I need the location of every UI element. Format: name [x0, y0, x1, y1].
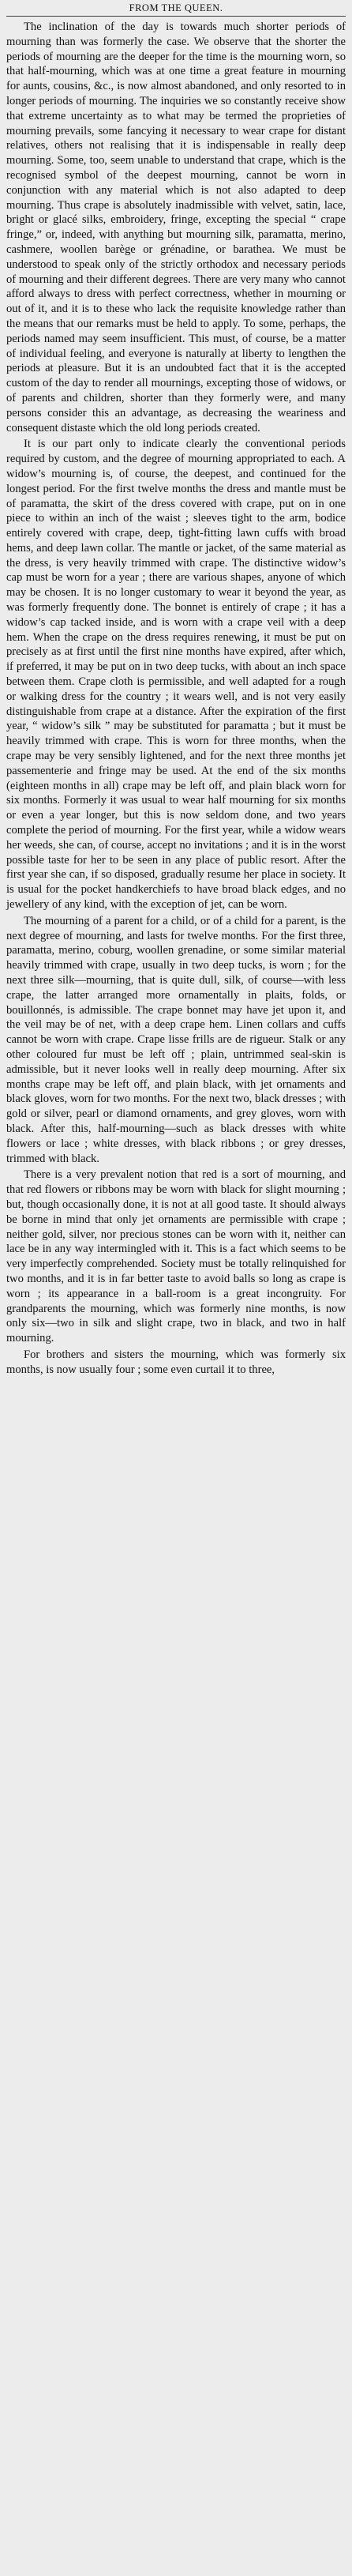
- section-heading: FROM THE QUEEN.: [129, 2, 223, 13]
- heading-rule: [6, 16, 346, 17]
- article-paragraph-2: It is our part only to indicate clearly the conventional periods required by custom, and the degree of mourning appropriated to each. A widow’s mourning is, of course, the deepest, and continued for the longest period. For the first twelve months the dress and mantle must be of paramatta, the skirt of the dress covered with crape, put on in one piece to within an inch of the waist ; sleeves tight to the arm, bodice entirely covered with crape, deep, tight-fitting lawn cuffs with broad hems, and deep lawn collar. The mantle or jacket, of the same material as the dress, is very heavily trimmed with crape. The distinctive widow’s cap must be worn for a year ; there are various shapes, anyone of which may be chosen. It is no longer customary to wear it beyond the year, as was formerly frequently done. The bonnet is entirely of crape ; it has a widow’s cap tacked inside, and is worn with a crape veil with a deep hem. When the crape on the dress requires renewing, it must be put on precisely as at first until the first nine months have expired, after which, if preferred, it may be put on in two deep tucks, with about an inch space between them. Crape cloth is permissible, and well adapted for a rough or walking dress for the country ; it wears well, and is not very easily distinguishable from crape at a distance. After the expiration of the first year, “ widow’s silk ” may be substituted for paramatta ; but it must be heavily trimmed with crape. This is worn for three months, when the crape may be very sensibly lightened, and for the next three months jet passementerie and fringe may be used. At the end of the six months (eighteen months in all) crape may be left off, and plain black worn for six months. Formerly it was usual to wear half mourning for six months or even a year longer, but this is now seldom done, and two years complete the period of mourning. For the first year, while a widow wears her weeds, she can, of course, accept no invitations ; and it is in the worst possible taste for her to be seen in any place of public resort. After the first year she can, if so disposed, gradually resume her place in society. It is usual for the pocket handkerchiefs to have broad black edges, and no jewellery of any kind, with the exception of jet, can be worn.: [6, 438, 346, 912]
- article-paragraph-5: For brothers and sisters the mourning, which was formerly six months, is now usually four ; some even curtail it to three,: [6, 1348, 346, 1376]
- article-paragraph-4: There is a very prevalent notion that red is a sort of mourning, and that red flowers or ribbons may be worn with black for slight mourning ; but, though occasionally done, it is not at all good taste. It should always be borne in mind that only jet ornaments are permissible with crape ; neither gold, silver, nor precious stones can be worn with it, neither can lace be in any way intermingled with it. This is a fact which seems to be very imperfectly comprehended. Society must be totally relinquished for two months, and it is in far better taste to avoid balls so long as crape is worn ; its appearance in a ball-room is a great incongruity. For grandparents the mourning, which was formerly nine months, is now only six—two in silk and slight crape, two in black, and two in half mourning.: [6, 1168, 346, 1345]
- article-paragraph-3: The mourning of a parent for a child, or of a child for a parent, is the next degree of mourning, and lasts for twelve months. For the first three, paramatta, merino, coburg, woollen grenadine, or some similar material heavily trimmed with crape, usually in two deep tucks, is worn ; for the next three silk—mourning, that is quite dull, silk, of course—with less crape, the latter arranged more ornamentally in plaits, folds, or bouillonnés, is admissible. The crape bonnet may have jet upon it, and the veil may be of net, with a deep crape hem. Linen collars and cuffs cannot be worn with crape. Crape lisse frills are de rigueur. Stalk or any other coloured fur must be left off ; plain, untrimmed seal-skin is admissible, but it never looks well in really deep mourning. After six months crape may be left off, and plain black, with jet ornaments and black gloves, worn for two months. For the next two, black dresses ; with gold or silver, pearl or diamond ornaments, and grey gloves, worn with black. After this, half-mourning—such as black dresses with white flowers or lace ; white dresses, with black ribbons ; or grey dresses, trimmed with black.: [6, 914, 346, 1165]
- article-paragraph-1: The inclination of the day is towards much shorter periods of mourning than was formerly the case. We observe that the shorter the periods of mourning are the deeper for the time is the mourning worn, so that half-mourning, which was at one time a great feature in mourning for aunts, cousins, &c., is now almost abandoned, and only resorted to in longer periods of mourning. The inquiries we so constantly receive show that extreme uncertainty as to what may be termed the proprieties of mourning prevails, some fancying it necessary to wear crape for distant relatives, others not realising that it is indispensable in really deep mourning. Some, too, seem unable to understand that crape, which is the recognised symbol of the deepest mourning, cannot be worn in conjunction with any material which is not also adapted to deep mourning. Thus crape is absolutely inadmissible with velvet, satin, lace, bright or glacé silks, embroidery, fringe, excepting the special “ crape fringe,” or, indeed, with anything but mourning silk, paramatta, merino, cashmere, woollen barège or grénadine, or barathea. We must be understood to speak only of the strictly orthodox and necessary periods of mourning and their different degrees. There are very many who cannot afford always to dress with perfect correctness, whether in mourning or out of it, and it is to these who lack the requisite knowledge rather than the means that our remarks must be held to apply. To some, perhaps, the periods named may seem insufficient. This must, of course, be a matter of individual feeling, and everyone is naturally at liberty to lengthen the periods at pleasure. But it is an undoubted fact that it is the accepted custom of the day to render all mournings, excepting those of widows, or of parents and children, shorter than they formerly were, and many persons consider this an advantage, as decreasing the weariness and consequent distaste which the old long periods created.: [6, 21, 346, 434]
- article-body: [6, 20, 346, 1378]
